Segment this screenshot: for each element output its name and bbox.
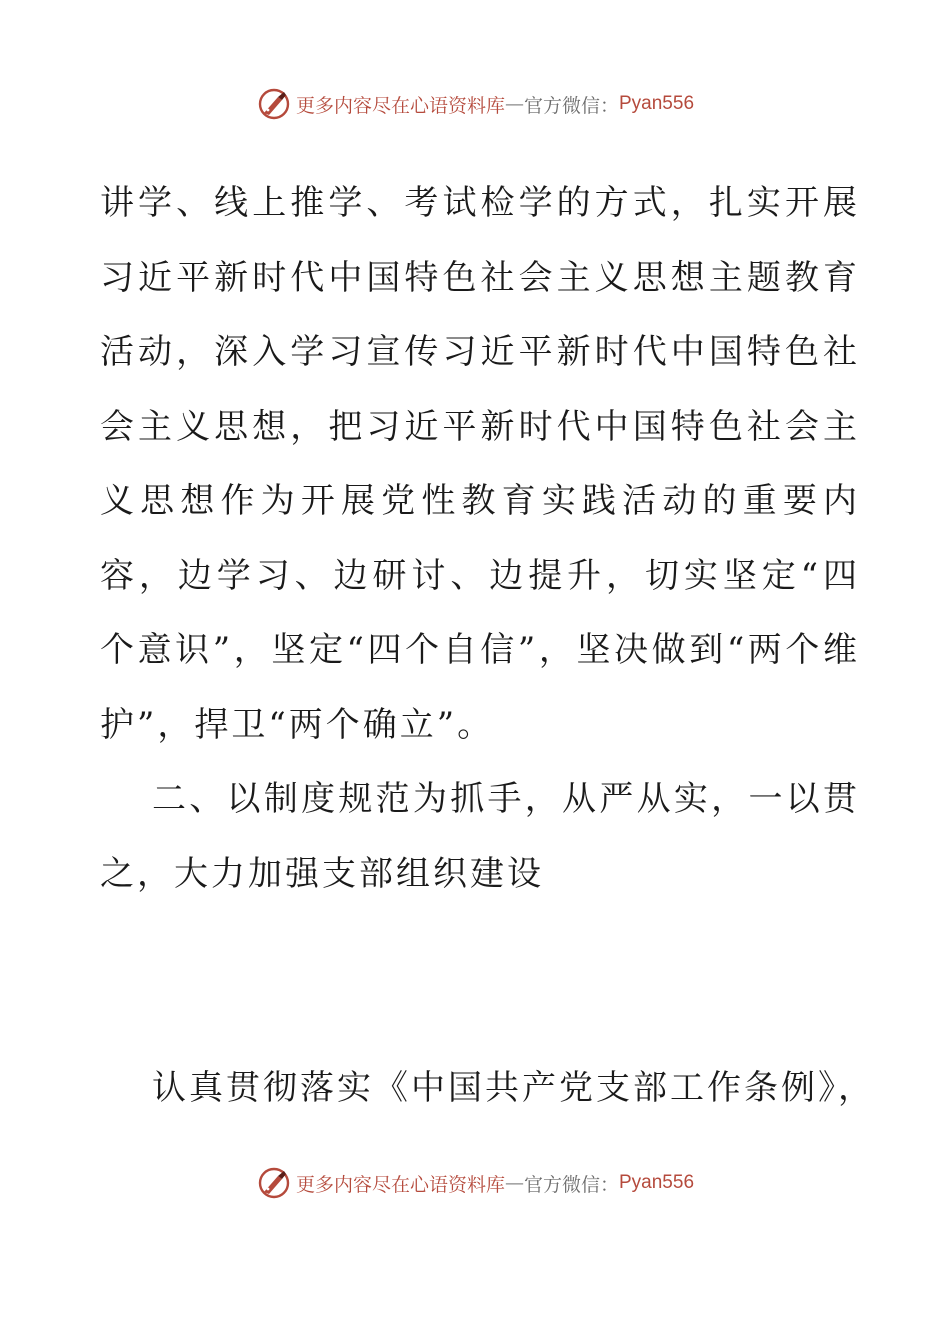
banner-separator: — [504, 1172, 524, 1194]
banner-brand: 更多内容尽在心语资料库 [295, 94, 505, 117]
banner-wechat-label: 官方微信： [523, 1173, 619, 1196]
banner-account: Pyan556 [619, 1172, 695, 1193]
section-heading: 二、以制度规范为抓手，从严从实，一以贯之，大力加强支部组织建设 [100, 779, 860, 894]
fountain-pen-circle-icon [256, 1165, 292, 1201]
document-body [100, 166, 860, 911]
banner-account: Pyan556 [619, 93, 695, 114]
paragraph: 讲学、线上推学、考试检学的方式，扎实开展习近平新时代中国特色社会主义思想主题教育活动，深入学习宣传习近平新时代中国特色社会主义思想，把习近平新时代中国特色社会主义思想作为开展党性教育实践活动的重要内容，边学习、边研讨、边提升，切实坚定“四个意识”，坚定“四个自信”，坚决做到“两个维护”，捍卫“两个确立”。 [100, 183, 860, 745]
banner-brand: 更多内容尽在心语资料库 [295, 1173, 505, 1196]
footer-watermark [0, 1163, 950, 1203]
banner-separator: — [504, 93, 524, 115]
banner-wechat-label: 官方微信： [523, 94, 619, 117]
paragraph-start: 认真贯彻落实《中国共产党支部工作条例》， [152, 1068, 875, 1108]
fountain-pen-circle-icon [256, 86, 292, 122]
header-watermark [0, 84, 950, 124]
